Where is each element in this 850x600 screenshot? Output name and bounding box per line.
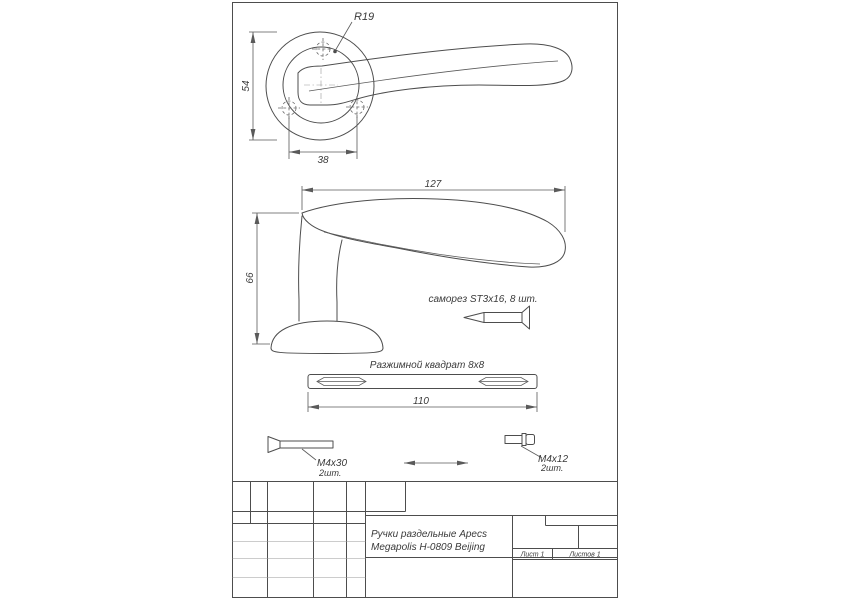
dim-110-label: 110 [413,396,429,407]
dim-54-label: 54 [241,80,252,92]
spindle-slot-left [317,378,366,386]
bolt-long-size-label: M4x30 [317,458,348,469]
spindle-note-label: Разжимной квадрат 8x8 [369,360,485,371]
center-cross [304,68,338,103]
lever-side-outline [302,199,565,268]
r19-leader-dot [333,50,337,54]
bolt-m4x30-icon [268,437,333,453]
dim-r19-label: R19 [354,11,375,23]
screw-hole-bottom-left [278,97,300,119]
neck-front-line [299,216,302,321]
dim-127 [302,179,565,232]
r19-leader [335,22,352,51]
lever-side-crease [324,232,540,264]
rosette-outer-circle [266,32,374,140]
bolt-m4x12 [505,434,568,474]
bolt-short-size-label: M4x12 [538,454,569,465]
dim-127-label: 127 [424,179,442,190]
sheet-number-label: Лист 1 [520,551,545,559]
title-block-faint-rows [233,542,366,578]
dim-54 [241,32,277,140]
bolt-short-qty-label: 2шт. [541,463,564,473]
sheet-frame [233,3,618,598]
title-name-line1: Ручки раздельные Apecs [371,529,487,540]
dim-66-label: 66 [245,272,256,284]
self-tapping-screw-icon [464,306,530,329]
rosette-side-dome [271,321,383,354]
spindle-note [308,360,537,412]
self-tapping-screw-note [428,294,537,329]
spindle-slot-right [479,378,528,386]
bolt-m4x12-icon [505,434,535,446]
side-view [245,179,565,354]
dim-66 [245,213,299,344]
top-view [241,11,572,166]
dim-110 [308,392,537,412]
title-block [233,482,618,598]
dim-38-label: 38 [317,155,329,166]
neck-back-line [337,240,342,321]
bolt-long-qty-label: 2шт. [319,468,342,478]
bolt-m4x30-leader [302,449,316,460]
lever-plan-outline [298,44,572,105]
title-name-line2: Megapolis H-0809 Beijing [371,542,485,553]
bolt-m4x30 [268,437,347,479]
screw-note-label: саморез ST3x16, 8 шт. [428,294,538,305]
sheet-count-label: Листов 1 [569,551,601,559]
screw-hole-top [312,38,334,60]
